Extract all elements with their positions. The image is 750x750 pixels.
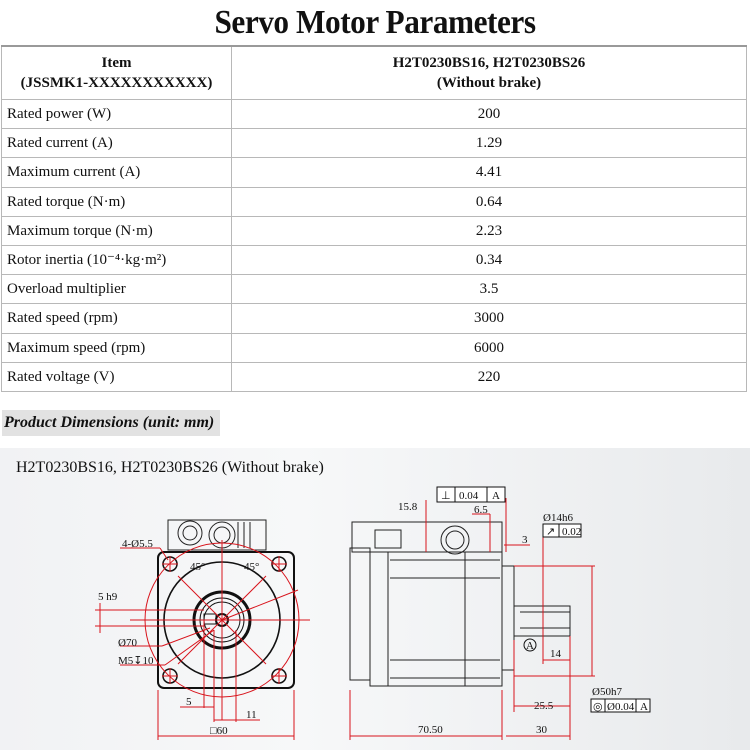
row-value: 2.23	[232, 216, 747, 245]
dimension-drawing	[0, 448, 750, 750]
conc-tol-label: Ø0.04	[607, 701, 635, 713]
concentricity-icon: ◎	[593, 701, 603, 713]
table-row	[2, 333, 747, 362]
row-label: Rated power (W)	[2, 100, 232, 129]
table-row	[2, 100, 747, 129]
table-header-row	[2, 46, 747, 100]
perp-tol-label: 0.04	[459, 490, 479, 502]
row-value: 3.5	[232, 275, 747, 304]
row-label: Rated current (A)	[2, 129, 232, 158]
key-width-label: 5 h9	[98, 591, 118, 603]
row-label: Rated voltage (V)	[2, 362, 232, 391]
model-header-line1: H2T0230BS16, H2T0230BS26	[392, 55, 586, 71]
thread-label: M5↧10	[118, 655, 154, 667]
front-view	[95, 520, 310, 740]
item-header-line2: (JSSMK1-XXXXXXXXXXX)	[20, 75, 213, 91]
table-row	[2, 129, 747, 158]
dim-14-label: 14	[550, 648, 561, 660]
perp-datum-label: A	[492, 490, 500, 502]
model-header-cell	[232, 46, 747, 100]
row-label: Maximum torque (N·m)	[2, 216, 232, 245]
model-header-line2: (Without brake)	[436, 75, 542, 91]
dim-11-label: 11	[246, 709, 257, 721]
table-row	[2, 187, 747, 216]
row-label: Maximum current (A)	[2, 158, 232, 187]
row-value: 6000	[232, 333, 747, 362]
concentricity-frame	[591, 699, 650, 713]
dim-3-label: 3	[522, 534, 528, 546]
row-label: Rotor inertia (10⁻⁴·kg·m²)	[2, 245, 232, 274]
perpendicularity-frame	[437, 487, 505, 502]
drawing-label: H2T0230BS16, H2T0230BS26 (Without brake)	[16, 459, 324, 476]
item-header-cell	[2, 46, 232, 100]
body-length-label: 70.50	[418, 724, 443, 736]
parameters-table	[1, 45, 747, 392]
runout-icon: ↗	[546, 526, 556, 538]
row-value: 0.34	[232, 245, 747, 274]
perpendicularity-icon: ⊥	[441, 490, 451, 502]
dim-6-5-label: 6.5	[474, 504, 488, 516]
pcd-label: Ø70	[118, 637, 137, 649]
page-title: Servo Motor Parameters	[214, 4, 536, 41]
row-label: Maximum speed (rpm)	[2, 333, 232, 362]
mount-holes-label: 4-Ø5.5	[122, 538, 153, 550]
technical-drawing-svg	[0, 448, 750, 750]
item-header-line1: Item	[101, 55, 132, 71]
runout-tol-label: 0.02	[562, 526, 582, 538]
shaft-dia-label: Ø14h6	[543, 512, 573, 524]
angle-left-label: 45°	[190, 561, 206, 573]
dim-5-label: 5	[186, 696, 192, 708]
row-label: Overload multiplier	[2, 275, 232, 304]
table-row	[2, 245, 747, 274]
dim-25-5-label: 25.5	[534, 700, 554, 712]
table-row	[2, 216, 747, 245]
flange-square-label: □60	[210, 725, 228, 737]
table-row	[2, 158, 747, 187]
row-value: 220	[232, 362, 747, 391]
side-view	[350, 487, 650, 740]
angle-right-label: 45°	[244, 561, 260, 573]
dim-30-label: 30	[536, 724, 547, 736]
section-label: Product Dimensions (unit: mm)	[2, 410, 220, 436]
row-value: 4.41	[232, 158, 747, 187]
table-row	[2, 362, 747, 391]
row-value: 200	[232, 100, 747, 129]
conc-datum-label: A	[640, 701, 648, 713]
row-value: 3000	[232, 304, 747, 333]
row-label: Rated speed (rpm)	[2, 304, 232, 333]
dim-15-8-label: 15.8	[398, 501, 418, 513]
row-value: 1.29	[232, 129, 747, 158]
runout-frame	[543, 524, 581, 538]
datum-a-label: A	[526, 640, 534, 652]
table-row	[2, 304, 747, 333]
table-row	[2, 275, 747, 304]
row-label: Rated torque (N·m)	[2, 187, 232, 216]
spigot-dia-label: Ø50h7	[592, 686, 622, 698]
row-value: 0.64	[232, 187, 747, 216]
